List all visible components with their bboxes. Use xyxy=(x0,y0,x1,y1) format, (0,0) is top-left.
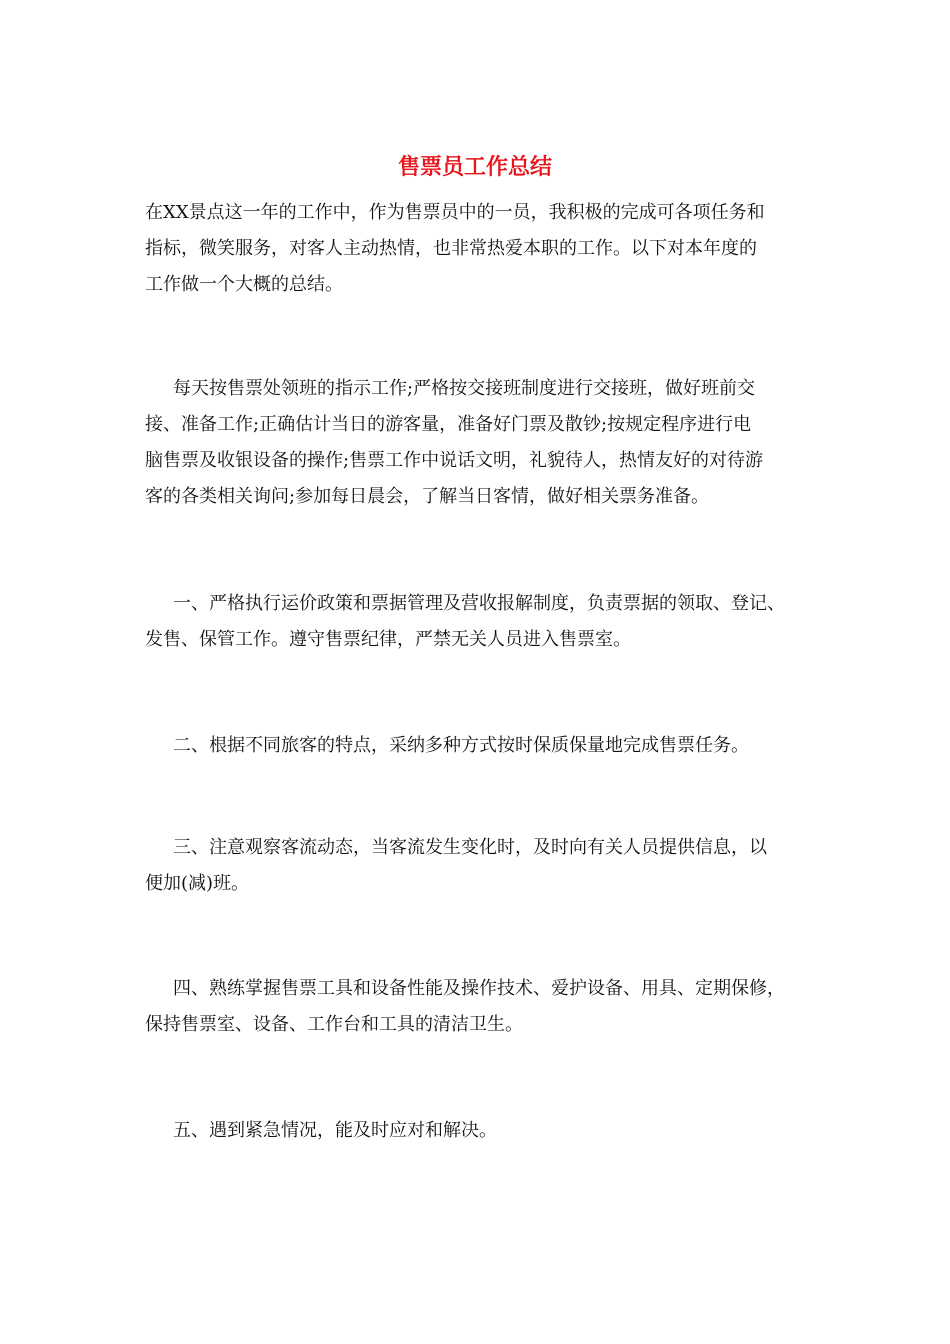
item-2-paragraph xyxy=(145,728,810,764)
item-2-line-1: 二、根据不同旅客的特点，采纳多种方式按时保质保量地完成售票任务。 xyxy=(173,735,749,756)
daily-line-2: 接、准备工作;正确估计当日的游客量，准备好门票及散钞;按规定程序进行电 xyxy=(145,414,752,435)
item-3-paragraph xyxy=(145,830,810,902)
item-3-line-2: 便加(减)班。 xyxy=(145,873,250,894)
item-1-line-2: 发售、保管工作。遵守售票纪律，严禁无关人员进入售票室。 xyxy=(145,629,631,650)
item-5-line-1: 五、遇到紧急情况，能及时应对和解决。 xyxy=(173,1120,497,1141)
item-4-line-2: 保持售票室、设备、工作台和工具的清洁卫生。 xyxy=(145,1014,523,1035)
daily-line-4: 客的各类相关询问;参加每日晨会，了解当日客情，做好相关票务准备。 xyxy=(145,486,710,507)
item-3-line-1: 三、注意观察客流动态，当客流发生变化时，及时向有关人员提供信息，以 xyxy=(173,837,767,858)
item-4-line-1: 四、熟练掌握售票工具和设备性能及操作技术、爱护设备、用具、定期保修， xyxy=(173,978,785,999)
daily-line-1: 每天按售票处领班的指示工作;严格按交接班制度进行交接班，做好班前交 xyxy=(173,378,756,399)
item-5-paragraph xyxy=(145,1113,810,1149)
intro-line-3: 工作做一个大概的总结。 xyxy=(145,274,343,295)
item-1-line-1: 一、严格执行运价政策和票据管理及营收报解制度，负责票据的领取、登记、 xyxy=(173,593,785,614)
daily-duties-paragraph xyxy=(145,371,810,515)
intro-line-1: 在XX景点这一年的工作中，作为售票员中的一员，我积极的完成可各项任务和 xyxy=(145,202,765,223)
item-4-paragraph xyxy=(145,971,810,1043)
document-title: 售票员工作总结 xyxy=(397,155,552,180)
intro-paragraph xyxy=(145,195,810,303)
item-1-paragraph xyxy=(145,586,810,658)
daily-line-3: 脑售票及收银设备的操作;售票工作中说话文明，礼貌待人，热情友好的对待游 xyxy=(145,450,764,471)
intro-line-2: 指标，微笑服务，对客人主动热情，也非常热爱本职的工作。以下对本年度的 xyxy=(145,238,757,259)
